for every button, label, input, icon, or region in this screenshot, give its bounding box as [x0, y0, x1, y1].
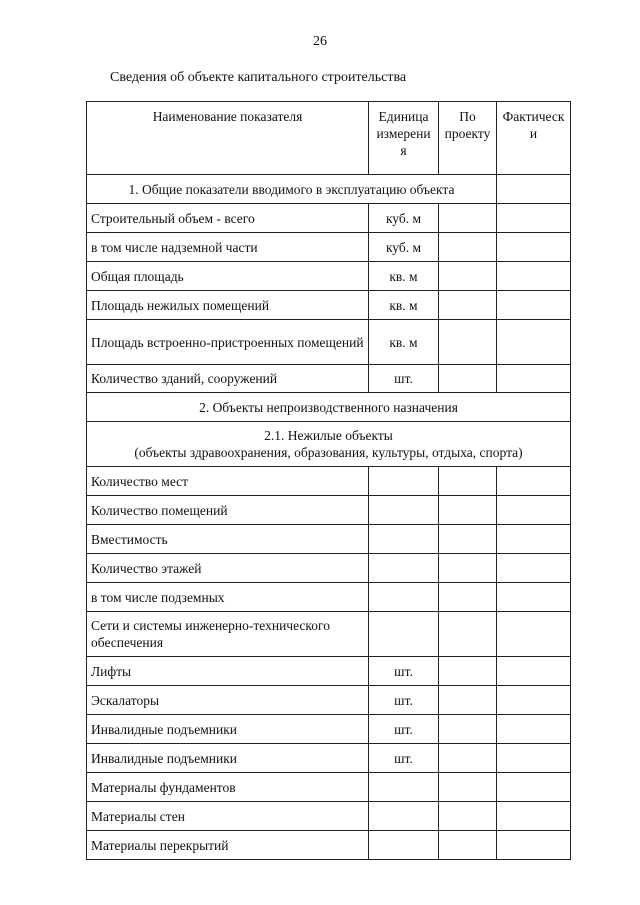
row-project-cell [439, 262, 497, 291]
row-unit: кв. м [369, 262, 439, 291]
header-actual: Фактическ и [497, 102, 571, 175]
table-row [87, 831, 571, 860]
row-project-cell [439, 583, 497, 612]
row-unit: шт. [369, 686, 439, 715]
row-name: Строительный объем - всего [87, 204, 369, 233]
table-row [87, 744, 571, 773]
row-project-cell [439, 365, 497, 393]
page-title: Сведения об объекте капитального строительства [110, 70, 407, 85]
header-unit: Единица измерени я [369, 102, 439, 175]
row-unit: шт. [369, 365, 439, 393]
row-actual-cell [497, 744, 571, 773]
subsection-2-1-title: 2.1. Нежилые объекты [264, 428, 393, 443]
table-row [87, 686, 571, 715]
table-header-row [87, 102, 571, 175]
row-name: Количество мест [87, 467, 369, 496]
table-row [87, 291, 571, 320]
table-row [87, 554, 571, 583]
table-row [87, 802, 571, 831]
row-actual-cell [497, 204, 571, 233]
row-project-cell [439, 612, 497, 657]
row-unit [369, 831, 439, 860]
table-row [87, 365, 571, 393]
row-name: Сети и системы инженерно-технического обеспечения [87, 612, 369, 657]
row-unit [369, 525, 439, 554]
row-project-cell [439, 233, 497, 262]
row-name: Площадь нежилых помещений [87, 291, 369, 320]
row-actual-cell [497, 686, 571, 715]
subsection-2-1-subtitle: (объекты здравоохранения, образования, культуры, отдыха, спорта) [134, 445, 523, 460]
row-actual-cell [497, 365, 571, 393]
capital-object-table [86, 101, 571, 860]
row-actual-cell [497, 802, 571, 831]
row-unit [369, 554, 439, 583]
row-actual-cell [497, 583, 571, 612]
row-name: Материалы перекрытий [87, 831, 369, 860]
section-1-empty-cell [497, 175, 571, 204]
row-unit [369, 802, 439, 831]
table-row [87, 657, 571, 686]
row-project-cell [439, 291, 497, 320]
row-name: в том числе подземных [87, 583, 369, 612]
row-name: в том числе надземной части [87, 233, 369, 262]
row-name: Лифты [87, 657, 369, 686]
row-actual-cell [497, 262, 571, 291]
row-project-cell [439, 657, 497, 686]
row-name: Материалы стен [87, 802, 369, 831]
row-actual-cell [497, 467, 571, 496]
subsection-2-1-cell [87, 422, 571, 467]
row-name: Площадь встроенно-пристроенных помещений [87, 320, 369, 365]
row-name: Количество этажей [87, 554, 369, 583]
section-1-row [87, 175, 571, 204]
section-2-title: 2. Объекты непроизводственного назначения [87, 393, 571, 422]
page-number: 26 [313, 34, 327, 49]
row-name: Общая площадь [87, 262, 369, 291]
row-project-cell [439, 204, 497, 233]
row-actual-cell [497, 320, 571, 365]
section-1-title: 1. Общие показатели вводимого в эксплуатацию объекта [87, 175, 497, 204]
table-row [87, 583, 571, 612]
table-row [87, 773, 571, 802]
row-actual-cell [497, 715, 571, 744]
row-actual-cell [497, 233, 571, 262]
section-2-row [87, 393, 571, 422]
row-unit [369, 467, 439, 496]
row-unit: кв. м [369, 320, 439, 365]
row-actual-cell [497, 657, 571, 686]
table-row [87, 612, 571, 657]
header-by-project: По проекту [439, 102, 497, 175]
row-actual-cell [497, 291, 571, 320]
row-unit: кв. м [369, 291, 439, 320]
row-actual-cell [497, 773, 571, 802]
row-unit: шт. [369, 657, 439, 686]
row-project-cell [439, 802, 497, 831]
header-indicator-name: Наименование показателя [87, 102, 369, 175]
subsection-2-1-row [87, 422, 571, 467]
row-actual-cell [497, 554, 571, 583]
row-project-cell [439, 525, 497, 554]
row-project-cell [439, 715, 497, 744]
row-unit: шт. [369, 744, 439, 773]
row-name: Инвалидные подъемники [87, 744, 369, 773]
row-unit: шт. [369, 715, 439, 744]
table-row [87, 204, 571, 233]
row-actual-cell [497, 525, 571, 554]
row-unit [369, 773, 439, 802]
row-unit: куб. м [369, 204, 439, 233]
row-name: Количество зданий, сооружений [87, 365, 369, 393]
row-project-cell [439, 831, 497, 860]
row-project-cell [439, 496, 497, 525]
row-unit: куб. м [369, 233, 439, 262]
row-name: Инвалидные подъемники [87, 715, 369, 744]
row-name: Количество помещений [87, 496, 369, 525]
row-unit [369, 496, 439, 525]
table-row [87, 467, 571, 496]
table-row [87, 715, 571, 744]
row-project-cell [439, 686, 497, 715]
row-project-cell [439, 467, 497, 496]
table-row [87, 233, 571, 262]
row-actual-cell [497, 831, 571, 860]
row-name: Материалы фундаментов [87, 773, 369, 802]
table-row [87, 496, 571, 525]
row-actual-cell [497, 496, 571, 525]
row-unit [369, 612, 439, 657]
row-project-cell [439, 773, 497, 802]
row-project-cell [439, 744, 497, 773]
row-unit [369, 583, 439, 612]
row-name: Эскалаторы [87, 686, 369, 715]
row-actual-cell [497, 612, 571, 657]
table-row [87, 525, 571, 554]
row-name: Вместимость [87, 525, 369, 554]
row-project-cell [439, 554, 497, 583]
table-row [87, 262, 571, 291]
row-project-cell [439, 320, 497, 365]
table-row [87, 320, 571, 365]
